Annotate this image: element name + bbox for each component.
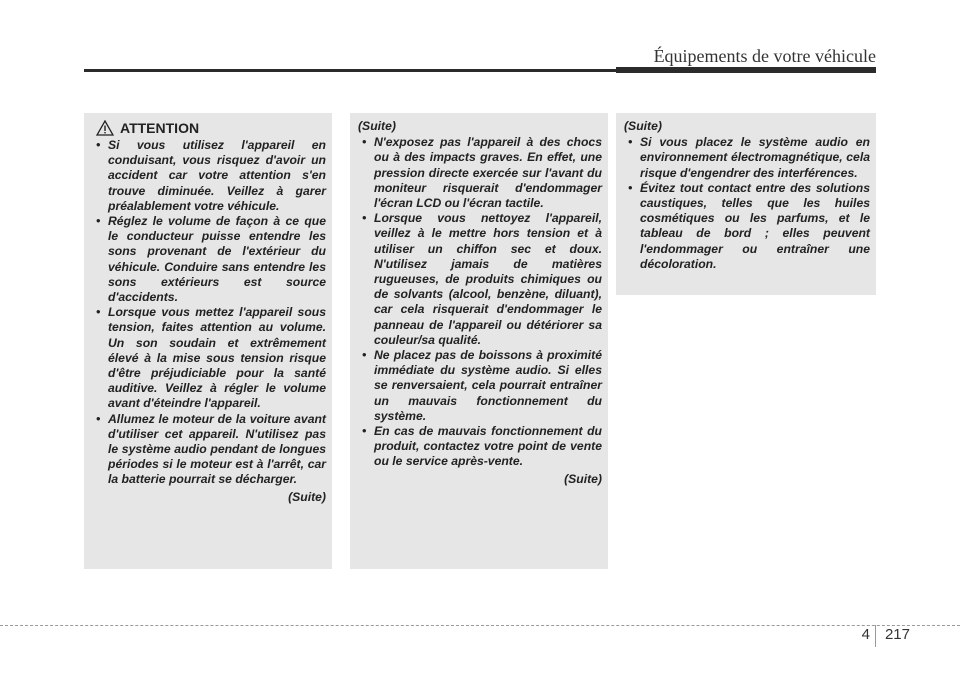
right-panel xyxy=(616,113,876,295)
warning-triangle-icon xyxy=(96,120,114,136)
caution-item: • Évitez tout contact entre des solutions caustiques, telles que les huiles cosmétiques ou les parfums, et le tableau de bord ; elles peuvent l'endommager ou entraîner une décoloration. xyxy=(624,181,870,272)
middle-panel xyxy=(350,113,608,569)
attention-heading xyxy=(96,119,326,137)
attention-item: • Si vous utilisez l'appareil en conduisant, vous risquez d'avoir un accident car votre attention s'en trouve diminuée. Veillez à garer préalablement votre véhicule. xyxy=(92,138,326,214)
attention-item: • Lorsque vous mettez l'appareil sous tension, faites attention au volume. Un son soudain et extrêmement élevé à la mise sous tension risque d'être préjudiciable pour la santé auditive. Veillez à régler le volume avant d'éteindre l'appareil. xyxy=(92,305,326,411)
right-list xyxy=(624,135,870,272)
continued-label: (Suite) xyxy=(564,471,602,486)
footer-rule xyxy=(0,625,960,626)
middle-list xyxy=(358,135,602,469)
footer-separator xyxy=(875,625,876,647)
attention-item: • Réglez le volume de façon à ce que le conducteur puisse entendre les sons provenant de l'extérieur du véhicule. Conduire sans entendre les sons extérieurs est source d'accidents. xyxy=(92,214,326,305)
caution-item: • Si vous placez le système audio en environnement électromagnétique, cela risque d'engendrer des interférences. xyxy=(624,135,870,181)
page-number: 217 xyxy=(884,626,910,643)
caution-item: • Ne placez pas de boissons à proximité immédiate du système audio. Si elles se renversaient, cela pourrait entraîner un mauvais fonctionnement du système. xyxy=(358,348,602,424)
attention-item: • Allumez le moteur de la voiture avant d'utiliser cet appareil. N'utilisez pas le système audio pendant de longues périodes si le moteur est à l'arrêt, car la batterie pourrait se décharger. xyxy=(92,412,326,488)
continued-label: (Suite) xyxy=(288,489,326,504)
attention-title: ATTENTION xyxy=(120,120,200,136)
caution-item: • Lorsque vous nettoyez l'appareil, veillez à le mettre hors tension et à utiliser un chiffon sec et doux. N'utilisez jamais de matières rugueuses, de produits chimiques ou de solvants (alcool, benzène, diluant), car cela risquerait d'endommager le panneau de l'appareil ou détériorer sa couleur/sa qualité. xyxy=(358,211,602,348)
page-header-title: Équipements de votre véhicule xyxy=(653,46,876,66)
attention-list xyxy=(92,138,326,488)
caution-item: • En cas de mauvais fonctionnement du produit, contactez votre point de vente ou le service après-vente. xyxy=(358,424,602,470)
attention-panel xyxy=(84,113,332,569)
continued-from-label: (Suite) xyxy=(358,119,396,133)
chapter-number: 4 xyxy=(861,626,870,643)
header-rule-accent xyxy=(616,67,876,73)
continued-from-label: (Suite) xyxy=(624,119,662,133)
caution-item: • N'exposez pas l'appareil à des chocs ou à des impacts graves. En effet, une pression directe exercée sur l'avant du moniteur risquerait d'endommager l'écran LCD ou l'écran tactile. xyxy=(358,135,602,211)
